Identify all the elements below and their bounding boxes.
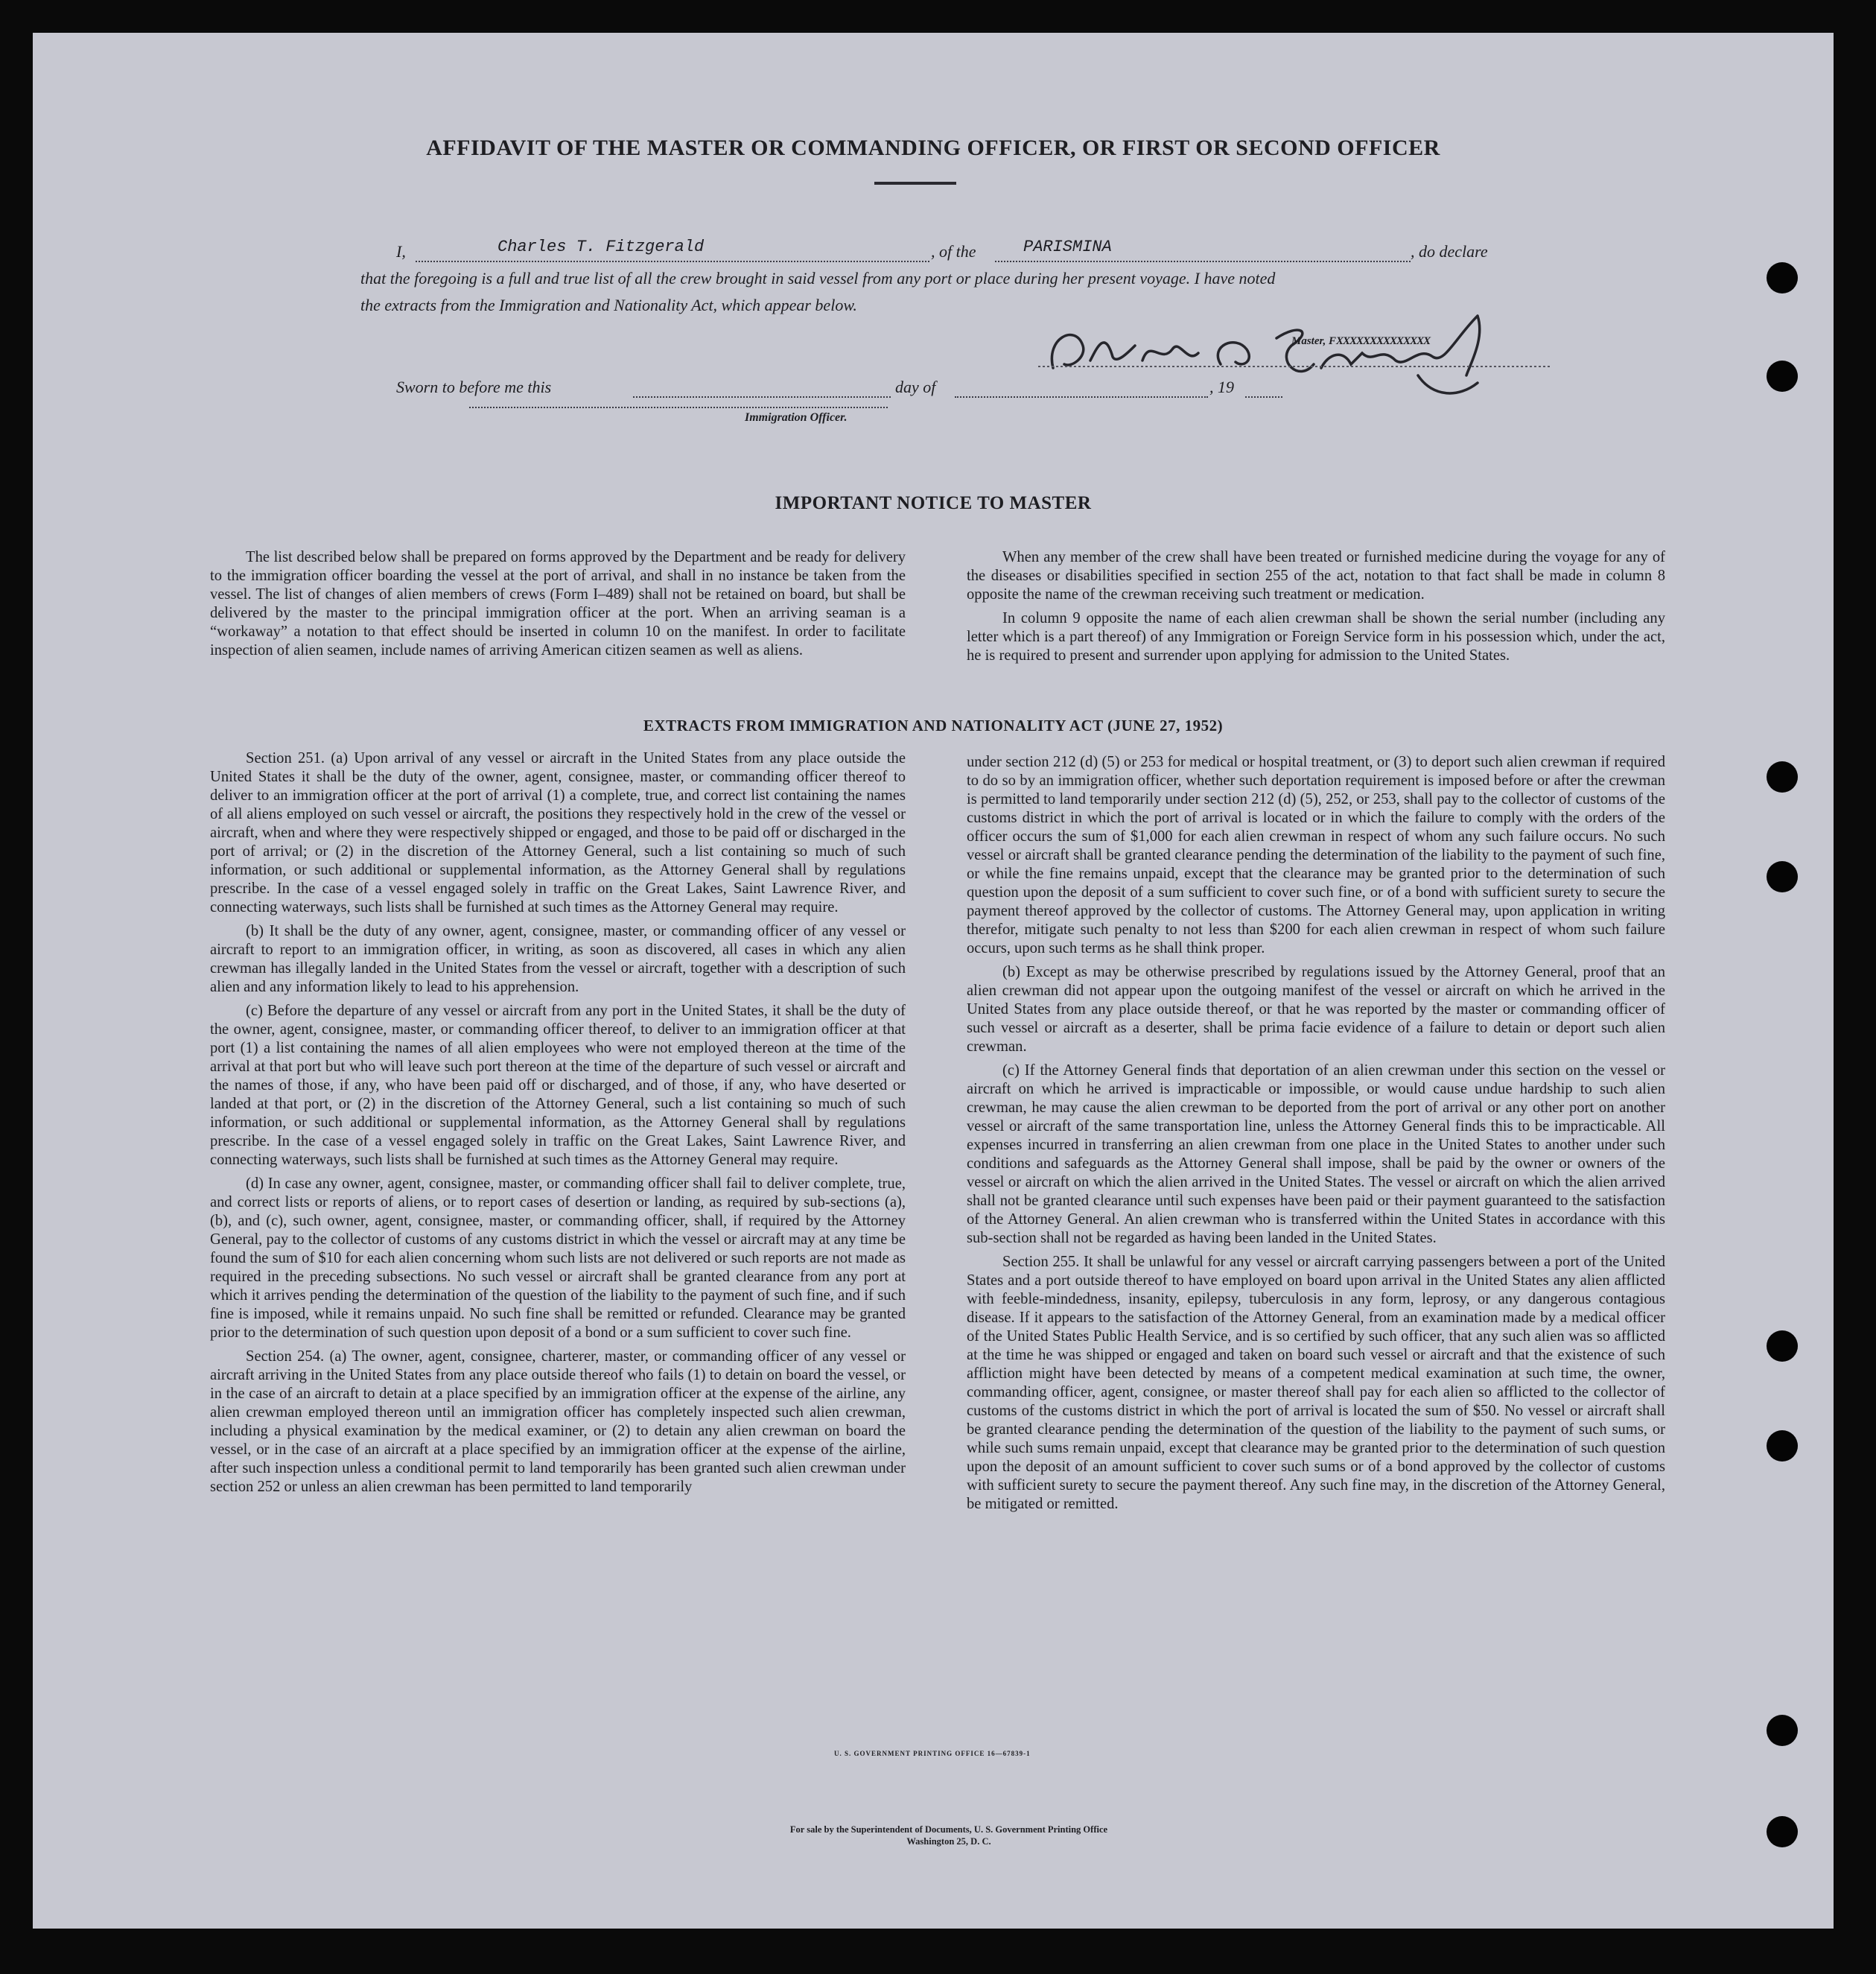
document-page xyxy=(33,33,1834,1929)
notice-left-column xyxy=(210,548,906,665)
signature-title xyxy=(1291,335,1430,348)
immigration-officer-label: Immigration Officer. xyxy=(745,411,848,424)
section-251-a: Section 251. (a) Upon arrival of any vessel or aircraft in the United States from any place outside the United States it shall be the duty of the owner, agent, consignee, master, or commanding officer thereof to deliver to an immigration officer at the port of arrival (1) a complete, true, and correct list containing the names of all aliens employed on such vessel or aircraft, the positions they respectively hold in the crew of the vessel or aircraft, when and where they were respectively shipped or engaged, and those to be paid off or discharged in the port of arrival; or (2) in the discretion of the Attorney General, such a list containing so much of such information, or such additional or supplemental information, as the Attorney General shall by regulations prescribe. In the case of a vessel engaged solely in traffic on the Great Lakes, Saint Lawrence River, and connecting waterways, such lists shall be furnished at such times as the Attorney General may require. xyxy=(210,750,906,915)
signature-title-text: Master, F xyxy=(1291,335,1337,347)
printing-office-note: U. S. GOVERNMENT PRINTING OFFICE 16—67839-1 xyxy=(834,1750,1031,1757)
punch-hole xyxy=(1767,1330,1798,1362)
section-254-b: (b) Except as may be otherwise prescribed by regulations issued by the Attorney General, proof that an alien crewman did not appear upon the outgoing manifest of the vessel or aircraft on which he arrived in the United States from any place outside thereof, or that he was reported by the master or commanding officer of such vessel or aircraft as a deserter, shall be prima facie evidence of a failure to detain or deport such alien crewman. xyxy=(967,964,1665,1055)
punch-hole xyxy=(1767,761,1798,793)
officer-signature-line xyxy=(469,407,888,408)
extracts-title: EXTRACTS FROM IMMIGRATION AND NATIONALITY ACT (JUNE 27, 1952) xyxy=(643,717,1224,734)
notice-right-paragraph-2: In column 9 opposite the name of each alien crewman shall be shown the serial number (including any letter which is a part thereof) of any Immigration or Foreign Service form in his possession which, under the act, he is required to present and surrender upon applying for admission to the United States. xyxy=(967,610,1665,664)
punch-hole xyxy=(1767,1816,1798,1847)
declaration-line-1 xyxy=(396,238,1573,265)
master-name-field: Charles T. Fitzgerald xyxy=(497,238,705,256)
sworn-month-line xyxy=(955,396,1208,398)
name-line xyxy=(416,261,929,262)
footer-line-1: For sale by the Superintendent of Documents, U. S. Government Printing Office xyxy=(789,1824,1108,1835)
section-254-a: Section 254. (a) The owner, agent, consignee, charterer, master, or commanding officer of any vessel or aircraft arriving in the United States from any place outside thereof who fails (1) to detain on board the vessel, or in the case of an aircraft to detain at a place specified by an immigration officer at the expense of the airline, any alien crewman employed thereon until an immigration officer has completely inspected such alien crewman, including a physical examination by the medical examiner, or (2) to detain any alien crewman on board the vessel, or in the case of an aircraft at a place specified by an immigration officer at the expense of the airline, after such inspection unless a conditional permit to land temporarily has been granted such alien crewman under section 252 or unless an alien crewman has been permitted to land temporarily xyxy=(210,1348,906,1495)
declaration-line-2: that the foregoing is a full and true list of all the crew brought in said vessel from any port or place during her present voyage. I have noted xyxy=(360,269,1276,288)
sworn-year-line xyxy=(1245,396,1282,398)
section-255: Section 255. It shall be unlawful for any vessel or aircraft carrying passengers between a port of the United States and a port outside thereof to have employed on board upon arrival in the United States any alien afflicted with feeble-mindedness, insanity, epilepsy, tuberculosis in any form, leprosy, or any dangerous contagious disease. If it appears to the satisfaction of the Attorney General, from an examination made by a medical officer of the United States Public Health Service, and is so certified by such officer, that any such alien was so afflicted at the time he was shipped or engaged and taken on board such vessel or aircraft and that the existence of such affliction might have been detected by means of a competent medical examination at such time, the owner, commanding officer, agent, consignee, or master thereof shall pay for each alien so afflicted to the collector of customs of the customs district in which the port of arrival is located the sum of $50. No vessel or aircraft shall be granted clearance pending the determination of the question of the liability to the payment of such sums, or while such sums remain unpaid, except that clearance may be granted prior to the determination of such question upon the deposit of an amount sufficient to cover such sums or of a bond approved by the collector of customs with sufficient surety to secure the payment thereof. Any such fine may, in the discretion of the Attorney General, be mitigated or remitted. xyxy=(967,1254,1665,1512)
notice-right-column xyxy=(967,548,1665,670)
section-254-c: (c) If the Attorney General finds that deportation of an alien crewman under this section on the vessel or aircraft on which he arrived is impracticable or impossible, or would cause undue hardship to such alien crewman, he may cause the alien crewman to be deported from the port of arrival or any other port on another vessel or aircraft of the same transportation line, unless the Attorney General finds this to be impracticable. All expenses incurred in transferring an alien crewman from one place in the United States to another under such conditions and safeguards as the Attorney General shall impose, shall be paid by the owner or owners of the vessel or aircraft on which the alien arrived in the United States. The vessel or aircraft on which the alien arrived shall not be granted clearance until such expenses have been paid or their payment guaranteed to the satisfaction of the Attorney General. An alien crewman who is transferred within the United States in accordance with this sub-section shall not be regarded as having been landed in the United States. xyxy=(967,1062,1665,1246)
sworn-day-line xyxy=(633,396,891,398)
punch-hole xyxy=(1767,361,1798,392)
affidavit-title: AFFIDAVIT OF THE MASTER OR COMMANDING OFFICER, OR FIRST OR SECOND OFFICER xyxy=(426,136,1440,160)
punch-hole xyxy=(1767,861,1798,892)
notice-right-paragraph-1: When any member of the crew shall have been treated or furnished medicine during the voyage for any of the diseases or disabilities specified in section 255 of the act, notation to that fact shall be made in column 8 opposite the name of the crewman receiving such treatment or medication. xyxy=(967,549,1665,603)
notice-left-paragraph: The list described below shall be prepared on forms approved by the Department and be ready for delivery to the immigration officer boarding the vessel at the port of arrival, and shall in no instance be taken from the vessel. The list of changes of alien members of crews (Form I–489) shall not be retained on board, but shall be delivered by the master to the principal immigration officer at the port. When an arriving seaman is a “workaway” a notation to that effect should be inserted in column 10 on the manifest. In order to facilitate inspection of alien seamen, include names of arriving American citizen seamen as well as aliens. xyxy=(210,549,906,658)
of-the-label: , of the xyxy=(931,242,976,261)
extracts-left-column xyxy=(210,749,906,1502)
year-label: , 19 xyxy=(1209,378,1234,396)
title-rule xyxy=(874,182,956,185)
section-251-d: (d) In case any owner, agent, consignee, master, or commanding officer shall fail to deliver complete, true, and correct lists or reports of aliens, or to report cases of desertion or landing, as required by sub-sections (a), (b), and (c), such owner, agent, consignee, master, or commanding officer, shall, if required by the Attorney General, pay to the collector of customs of any customs district in which the vessel or aircraft may at any time be found the sum of $10 for each alien concerning whom such lists are not delivered or such reports are not made as required in the preceding subsections. No such vessel or aircraft shall be granted clearance from any port at which it arrives pending the determination of the question of the liability to the payment of such fine, and if such fine is imposed, while it remains unpaid. No such fine shall be remitted or refunded. Clearance may be granted prior to the determination of such question upon deposit of a bond or a sum sufficient to cover such fine. xyxy=(210,1175,906,1341)
footer-line-2: Washington 25, D. C. xyxy=(906,1836,991,1847)
extracts-right-column xyxy=(967,753,1665,1519)
footer-sale-note xyxy=(658,1824,1239,1847)
declaration-i: I, xyxy=(396,242,406,261)
sworn-line xyxy=(396,374,1364,401)
sworn-label: Sworn to before me this xyxy=(396,378,552,396)
day-of-label: day of xyxy=(895,378,936,396)
section-251-c: (c) Before the departure of any vessel or aircraft from any port in the United States, it shall be the duty of the owner, agent, consignee, master, or commanding officer thereof, to deliver to an immigration officer at that port (1) a list containing the names of all alien employees who were not employed thereon at the time of the arrival at that port but who will leave such port thereon at the time of the departure of such vessel or aircraft and the names of those, if any, who have been paid off or discharged, and of those, if any, who have deserted or landed at that port, or (2) in the discretion of the Attorney General, such a list containing so much of such information, or such additional or supplemental information, as the Attorney General shall by regulations prescribe. In the case of a vessel engaged solely in traffic on the Great Lakes, Saint Lawrence River, and connecting waterways, such lists shall be furnished at such times as the Attorney General may require. xyxy=(210,1003,906,1168)
punch-hole xyxy=(1767,262,1798,293)
punch-hole xyxy=(1767,1715,1798,1746)
section-254-a-continued: under section 212 (d) (5) or 253 for medical or hospital treatment, or (3) to deport such alien crewman if required to do so by an immigration officer, whether such deportation requirement is imposed before or after the crewman is permitted to land temporarily under section 212 (d) (5), 252, or 253, shall pay to the collector of customs of the customs district in which the port of arrival is located or in which the failure to comply with the orders of the officer occurs the sum of $1,000 for each alien crewman in respect of whom any such failure occurs. No such vessel or aircraft shall be granted clearance pending the determination of the liability to the payment of such fine, or while the fine remains unpaid, except that the clearance may be granted prior to the determination of such question upon the deposit of a sum sufficient to cover such fine, or of a bond with sufficient surety to secure the payment thereof approved by the collector of customs. The Attorney General may, upon application in writing therefor, mitigate such penalty to not less than $200 for each alien crewman in respect of whom such failure occurs, upon such terms as he shall think proper. xyxy=(967,754,1665,956)
section-251-b: (b) It shall be the duty of any owner, agent, consignee, master, or commanding officer of any vessel or aircraft to report to an immigration officer, in writing, as soon as discovered, all cases in which any alien crewman has illegally landed in the United States from the vessel or aircraft, together with a description of such alien and any information likely to lead to his apprehension. xyxy=(210,923,906,995)
notice-title: IMPORTANT NOTICE TO MASTER xyxy=(775,493,1092,513)
vessel-line xyxy=(995,261,1411,262)
do-declare-label: , do declare xyxy=(1411,242,1488,261)
punch-hole xyxy=(1767,1430,1798,1462)
struck-title: XXXXXXXXXXXXXX xyxy=(1336,335,1431,347)
declaration-line-3: the extracts from the Immigration and Nationality Act, which appear below. xyxy=(360,296,857,314)
vessel-name-field: PARISMINA xyxy=(1023,238,1112,256)
